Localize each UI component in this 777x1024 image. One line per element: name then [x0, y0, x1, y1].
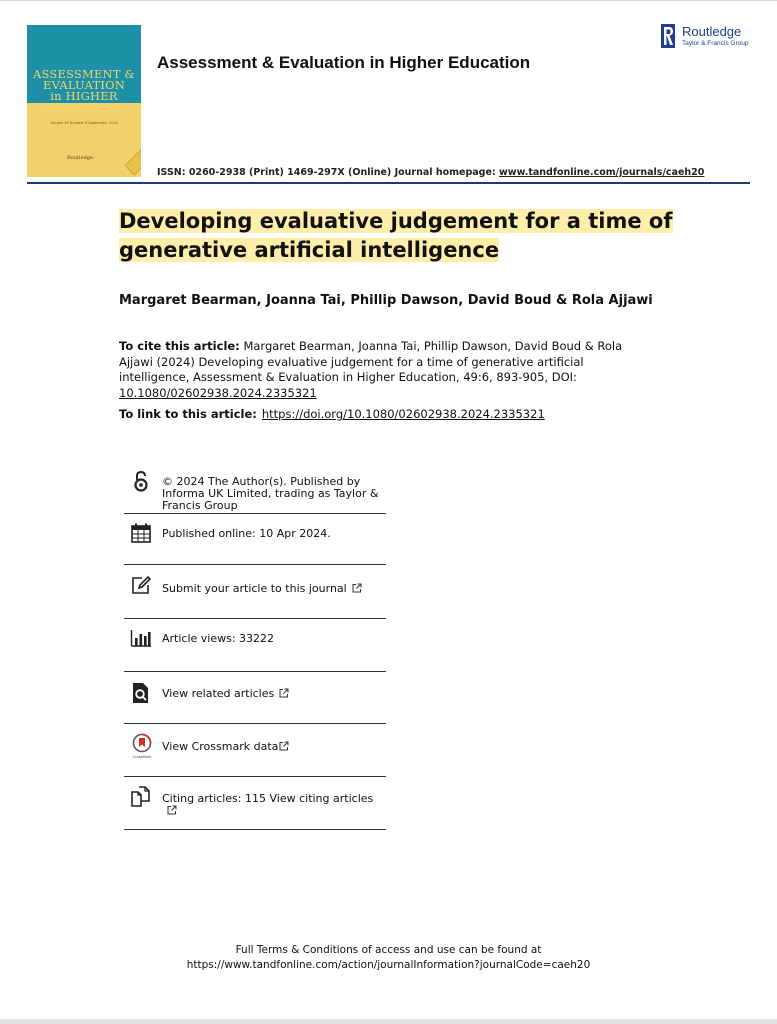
cite-doi-link[interactable]: 10.1080/02602938.2024.2335321: [119, 385, 317, 400]
link-block: [119, 407, 545, 421]
external-link-icon: [352, 583, 362, 593]
crossmark-caption: CrossMark: [132, 755, 152, 759]
article-authors: Margaret Bearman, Joanna Tai, Phillip Dawson, David Boud & Rola Ajjawi: [119, 293, 653, 308]
submit-link[interactable]: Submit your article to this journal: [162, 583, 362, 595]
cover-publisher: Routledge: [67, 155, 93, 161]
page-top-border: [0, 0, 777, 1]
published-date: Published online: 10 Apr 2024.: [162, 527, 331, 540]
article-title: Developing evaluative judgement for a time of generative artificial intelligence: [119, 209, 673, 262]
citation-block: [119, 339, 639, 401]
citing-articles-link[interactable]: Citing articles: 115 View citing articles: [162, 793, 386, 817]
bar-chart-icon: [130, 627, 152, 649]
cite-text: Margaret Bearman, Joanna Tai, Phillip Dawson, David Boud & Rola Ajjawi (2024) Developing evaluative judgement for a time of generative artificial intelligence, Assessment & Evaluation in Higher Education, 49:6, 893-905, DOI:: [119, 339, 623, 385]
open-access-row: [124, 460, 386, 514]
external-link-icon: [279, 688, 289, 698]
row-divider: [124, 829, 386, 830]
page-bottom-border: [0, 1019, 777, 1024]
citing-row[interactable]: [124, 777, 386, 830]
article-views: Article views: 33222: [162, 632, 275, 645]
routledge-name: Routledge: [682, 24, 742, 39]
article-doi-link[interactable]: https://doi.org/10.1080/02602938.2024.2335321: [261, 407, 545, 421]
external-link-icon: [167, 805, 177, 815]
crossmark-icon: [130, 733, 154, 759]
routledge-tagline: Taylor & Francis Group: [682, 40, 749, 47]
journal-cover-image[interactable]: [27, 25, 141, 177]
related-articles-link[interactable]: View related articles: [162, 688, 289, 700]
link-label: To link to this article:: [119, 407, 257, 421]
published-row: [124, 514, 386, 565]
views-row: [124, 619, 386, 672]
journal-homepage-link[interactable]: www.tandfonline.com/journals/caeh20: [499, 167, 705, 178]
external-link-icon: [279, 741, 289, 751]
terms-url-link[interactable]: https://www.tandfonline.com/action/journalInformation?journalCode=caeh20: [186, 959, 591, 971]
journal-title: Assessment & Evaluation in Higher Education: [157, 53, 531, 72]
crossmark-link[interactable]: View Crossmark data: [162, 741, 289, 753]
terms-line: Full Terms & Conditions of access and use can be found at: [235, 944, 542, 956]
cover-title: ASSESSMENT & EVALUATION in HIGHER EDUCATION: [32, 67, 135, 114]
crossmark-row[interactable]: [124, 724, 386, 777]
routledge-r-icon: [661, 24, 675, 48]
terms-footer: [0, 943, 777, 973]
cover-subtitle: Volume 49 Number 6 September 2024: [50, 121, 118, 125]
cite-label: To cite this article:: [119, 339, 240, 353]
submit-row[interactable]: [124, 565, 386, 619]
header-rule: [27, 182, 750, 184]
citing-articles-icon: [130, 786, 152, 808]
calendar-icon: [130, 522, 152, 544]
issn-line: ISSN: 0260-2938 (Print) 1469-297X (Online) Journal homepage: www.tandfonline.com/journals/caeh20: [157, 167, 705, 178]
cover-corner-strip: [124, 144, 141, 175]
edit-icon: [130, 574, 152, 596]
related-row[interactable]: [124, 672, 386, 724]
document-search-icon: [130, 682, 152, 704]
open-access-text: © 2024 The Author(s). Published by Informa UK Limited, trading as Taylor & Francis Group: [162, 475, 379, 512]
open-access-lock-icon: [130, 470, 152, 492]
routledge-logo[interactable]: [661, 24, 756, 50]
